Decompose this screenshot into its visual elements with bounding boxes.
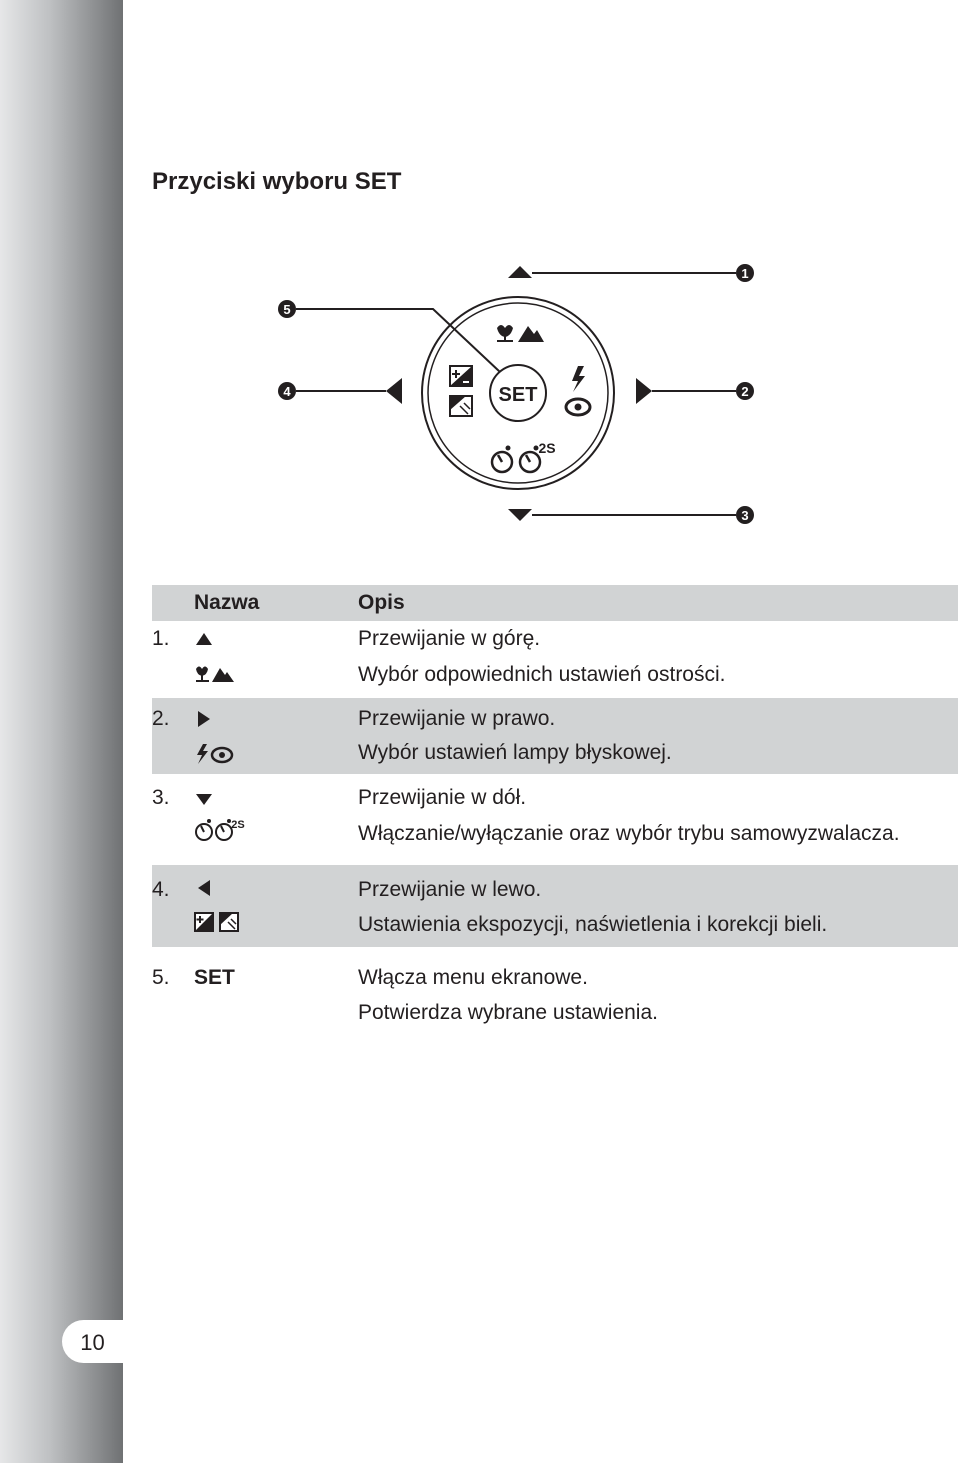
white-balance-icon	[450, 396, 472, 416]
left-arrow-icon	[194, 878, 214, 898]
up-arrow-icon	[508, 266, 532, 278]
row-description: Przewijanie w prawo.	[358, 707, 556, 730]
set-label: SET	[194, 966, 235, 989]
header-name: Nazwa	[194, 591, 260, 614]
row-sub-description: Wybór ustawień lampy błyskowej.	[358, 741, 672, 764]
left-arrow-icon	[386, 378, 402, 404]
row-description: Przewijanie w dół.	[358, 786, 527, 809]
svg-text:1: 1	[741, 266, 749, 281]
table-row	[152, 621, 958, 697]
header-description: Opis	[358, 591, 405, 614]
callout-4	[278, 382, 296, 400]
self-timer-2s-label: 2S	[538, 440, 556, 456]
row-number: 2.	[152, 707, 170, 730]
self-timer-icons	[194, 816, 246, 844]
page-side-strip	[0, 0, 123, 1463]
page-number: 10	[80, 1330, 105, 1355]
set-button-diagram	[260, 250, 780, 540]
row-number: 5.	[152, 966, 170, 989]
macro-landscape-icon	[194, 663, 236, 685]
row-sub-description: Wybór odpowiednich ustawień ostrości.	[358, 663, 726, 686]
svg-text:4: 4	[283, 384, 291, 399]
table-row	[152, 865, 958, 947]
callout-3	[736, 506, 754, 524]
row-sub-description: Potwierdza wybrane ustawienia.	[358, 1001, 658, 1024]
page-title: Przyciski wyboru SET	[152, 168, 402, 195]
table-row	[152, 775, 958, 847]
row-number: 1.	[152, 627, 170, 650]
table-header	[152, 585, 958, 621]
row-number: 4.	[152, 878, 170, 901]
down-arrow-icon	[194, 790, 214, 808]
exposure-compensation-icon	[450, 366, 472, 386]
svg-text:5: 5	[283, 302, 291, 317]
row-description: Przewijanie w górę.	[358, 627, 541, 650]
right-arrow-icon	[194, 709, 214, 729]
table-row	[152, 960, 958, 1030]
up-arrow-icon	[194, 630, 214, 648]
right-arrow-icon	[636, 378, 652, 404]
row-number: 3.	[152, 786, 170, 809]
callout-5	[278, 300, 296, 318]
row-sub-description: Włączanie/wyłączanie oraz wybór trybu samowyzwalacza.	[358, 822, 900, 845]
svg-text:3: 3	[741, 508, 749, 523]
row-sub-description: Ustawienia ekspozycji, naświetlenia i korekcji bieli.	[358, 913, 828, 936]
exposure-white-balance-icons	[194, 912, 240, 934]
flash-red-eye-icon	[194, 743, 236, 765]
table-row	[152, 698, 958, 774]
row-description: Przewijanie w lewo.	[358, 878, 542, 901]
down-arrow-icon	[508, 509, 532, 521]
callout-1	[736, 264, 754, 282]
self-timer-2s-label: 2S	[231, 819, 245, 831]
set-button-label: SET	[498, 384, 538, 406]
svg-text:2: 2	[741, 384, 749, 399]
row-description: Włącza menu ekranowe.	[358, 966, 588, 989]
callout-2	[736, 382, 754, 400]
